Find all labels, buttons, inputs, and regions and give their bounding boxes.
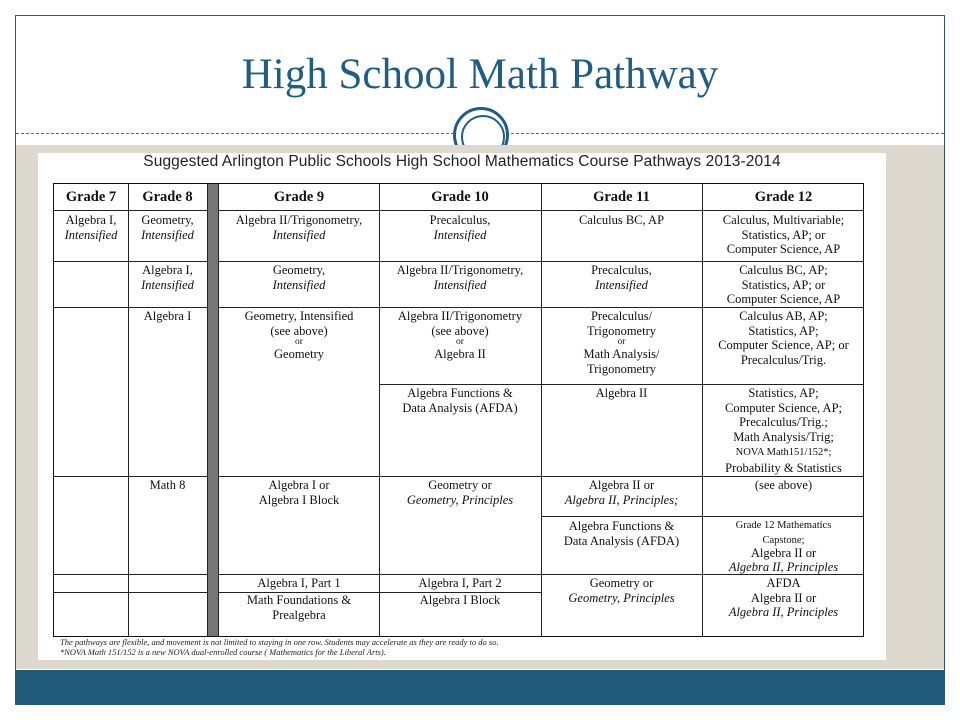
cell-g9-r5: Algebra I, Part 1 — [257, 576, 341, 590]
cell-g9-r3: Geometry, Intensified (see above) or Geometry — [244, 309, 354, 361]
cell-g11-r4b: Algebra Functions & Data Analysis (AFDA) — [563, 519, 680, 548]
header-grade-10: Grade 10 — [431, 189, 489, 205]
cell-g11-r3b: Algebra II — [595, 386, 648, 400]
cell-g12-r4b: Grade 12 Mathematics Capstone; Algebra II or Algebra II, Principles — [728, 520, 839, 574]
cell-g10-r2: Algebra II/Trigonometry, Intensified — [396, 263, 524, 292]
cell-g7-r1: Algebra I, Intensified — [64, 213, 118, 242]
cell-g10-r3a: Algebra II/Trigonometry (see above) or Algebra II — [397, 309, 523, 361]
slide-title: High School Math Pathway — [241, 51, 719, 98]
gray-separator-column — [207, 184, 219, 636]
bottom-bar — [16, 670, 944, 704]
cell-g12-r3b: Statistics, AP; Computer Science, AP; Precalculus/Trig.; Math Analysis/Trig; NOVA Math151/152*; Probability & Statistics — [725, 386, 842, 475]
pathway-table — [53, 183, 864, 637]
cell-g10-r5: Algebra I, Part 2 — [418, 576, 502, 590]
cell-g8-r3: Algebra I — [143, 309, 192, 323]
cell-g12-r2: Calculus BC, AP; Statistics, AP; or Computer Science, AP — [726, 263, 841, 306]
cell-g8-r4: Math 8 — [149, 478, 186, 492]
cell-g12-r3a: Calculus AB, AP; Statistics, AP; Computer Science, AP; or Precalculus/Trig. — [718, 309, 849, 367]
cell-g9-r2: Geometry, Intensified — [272, 263, 326, 292]
cell-g12-r5: AFDA Algebra II or Algebra II, Principles — [728, 576, 839, 619]
cell-g11-r5: Geometry or Geometry, Principles — [568, 576, 675, 605]
header-grade-11: Grade 11 — [593, 189, 650, 205]
cell-g9-r6: Math Foundations & Prealgebra — [246, 593, 352, 622]
footnote-flexible: The pathways are flexible, and movement is not limited to staying in one row. Students may accelerate as they are ready to do so. — [60, 637, 499, 647]
cell-g8-r2: Algebra I, Intensified — [141, 263, 194, 292]
header-grade-7: Grade 7 — [65, 189, 117, 205]
footnote-nova: *NOVA Math 151/152 is a new NOVA dual-enrolled course ( Mathematics for the Liberal Arts). — [60, 647, 386, 657]
cell-g12-r4a: (see above) — [754, 478, 813, 492]
cell-g9-r4: Algebra I or Algebra I Block — [258, 478, 340, 507]
cell-g9-r1: Algebra II/Trigonometry, Intensified — [235, 213, 363, 242]
header-grade-9: Grade 9 — [273, 189, 325, 205]
cell-g10-r4: Geometry or Geometry, Principles — [406, 478, 514, 507]
cell-g10-r3b: Algebra Functions & Data Analysis (AFDA) — [402, 386, 518, 415]
pathway-document — [38, 153, 886, 660]
cell-g8-r1: Geometry, Intensified — [141, 213, 194, 242]
cell-g11-r1: Calculus BC, AP — [578, 213, 665, 227]
cell-g12-r1: Calculus, Multivariable; Statistics, AP; or Computer Science, AP — [722, 213, 845, 256]
header-grade-12: Grade 12 — [754, 189, 813, 205]
document-title: Suggested Arlington Public Schools High School Mathematics Course Pathways 2013-2014 — [143, 153, 781, 170]
cell-g10-r1: Precalculus, Intensified — [429, 213, 491, 242]
cell-g10-r6: Algebra I Block — [419, 593, 501, 607]
cell-g11-r4a: Algebra II or Algebra II, Principles; — [564, 478, 679, 507]
cell-g11-r3a: Precalculus/ Trigonometry or Math Analysis/ Trigonometry — [583, 309, 660, 376]
cell-g11-r2: Precalculus, Intensified — [591, 263, 652, 292]
header-grade-8: Grade 8 — [142, 189, 193, 205]
